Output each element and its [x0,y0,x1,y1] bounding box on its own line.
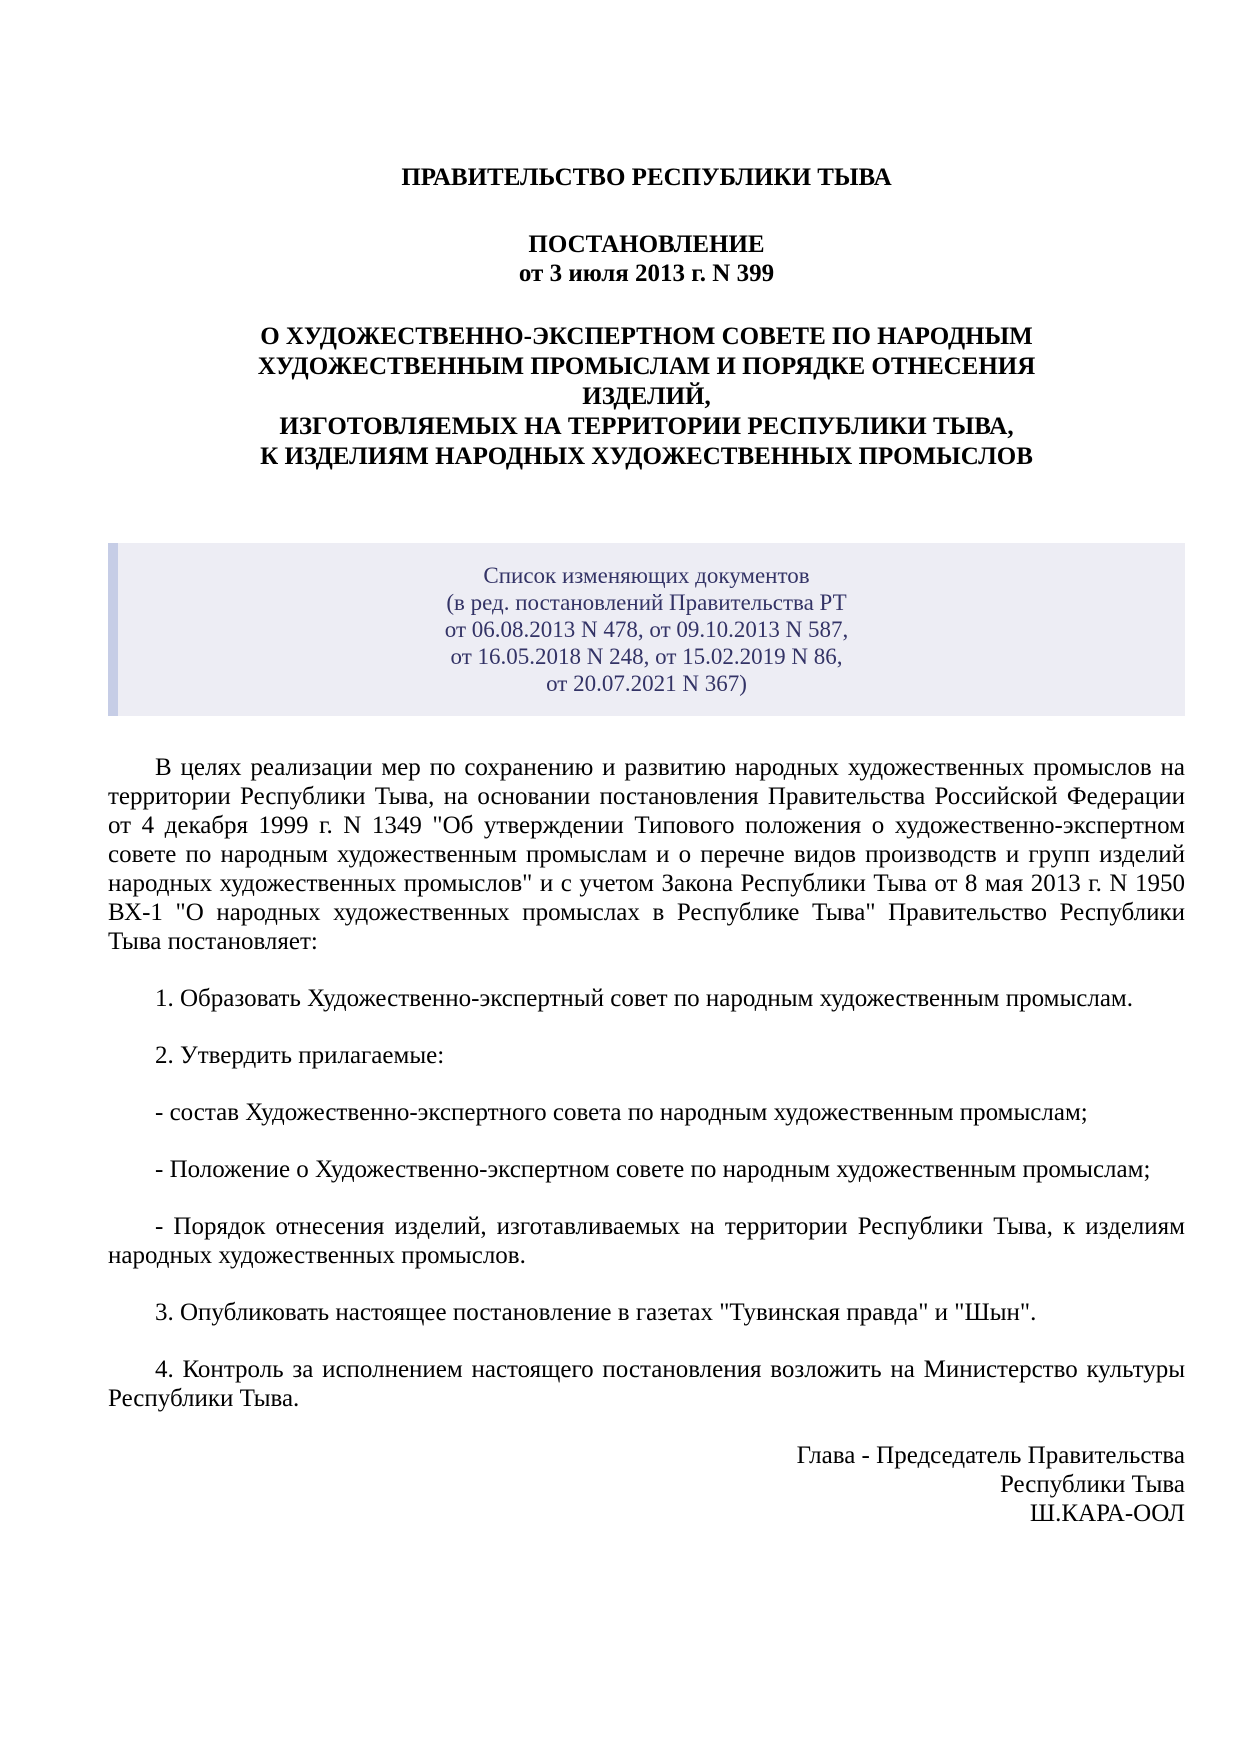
doc-type-heading: ПОСТАНОВЛЕНИЕ [528,231,765,258]
amendments-line: от 06.08.2013 N 478, от 09.10.2013 N 587, [444,617,849,642]
paragraph: 1. Образовать Художественно-экспертный совет по народным художественным промыслам. [155,985,1133,1012]
amendments-line: (в ред. постановлений Правительства РТ [446,590,847,615]
doc-date-number: от 3 июля 2013 г. N 399 [518,260,775,287]
paragraph: 3. Опубликовать настоящее постановление в газетах "Тувинская правда" и "Шын". [155,1299,1037,1326]
organization-heading: ПРАВИТЕЛЬСТВО РЕСПУБЛИКИ ТЫВА [401,164,892,191]
amendments-line: Список изменяющих документов [483,563,810,588]
signature-block [108,1441,1185,1528]
paragraph: - состав Художественно-экспертного совета по народным художественным промыслам; [155,1099,1088,1126]
document-title-line: ХУДОЖЕСТВЕННЫМ ПРОМЫСЛАМ И ПОРЯДКЕ ОТНЕСЕНИЯ [257,353,1036,380]
paragraph: 2. Утвердить прилагаемые: [155,1042,445,1069]
document-title-line: ИЗГОТОВЛЯЕМЫХ НА ТЕРРИТОРИИ РЕСПУБЛИКИ ТЫВА, [279,413,1014,440]
document-title [108,322,1185,472]
signature-line: Глава - Председатель Правительства [796,1442,1185,1469]
document-title-line: ИЗДЕЛИЙ, [582,383,711,410]
paragraph: 4. Контроль за исполнением настоящего постановления возложить на Министерство культуры Республики Тыва. [108,1356,1185,1412]
document-title-line: К ИЗДЕЛИЯМ НАРОДНЫХ ХУДОЖЕСТВЕННЫХ ПРОМЫСЛОВ [260,443,1033,470]
paragraph: - Положение о Художественно-экспертном совете по народным художественным промыслам; [155,1156,1151,1183]
amendments-line: от 16.05.2018 N 248, от 15.02.2019 N 86, [450,644,843,669]
paragraph: В целях реализации мер по сохранению и развитию народных художественных промыслов на территории Республики Тыва, на основании постановления Правительства Российской Федерации от 4 декабря 1999 г. N 1349 "Об утверждении Типового положения о художественно-экспертном совете по народным художественным промыслам и о перечне видов производств и групп изделий народных художественных промыслов" и с учетом Закона Республики Тыва от 8 мая 2013 г. N 1950 ВХ-1 "О народных художественных промыслах в Республике Тыва" Правительство Республики Тыва постановляет: [108,754,1185,955]
signature-line: Республики Тыва [999,1471,1185,1498]
signature-line: Ш.КАРА-ООЛ [1029,1500,1185,1527]
amendments-box [108,543,1185,716]
document-title-line: О ХУДОЖЕСТВЕННО-ЭКСПЕРТНОМ СОВЕТЕ ПО НАРОДНЫМ [260,323,1033,350]
paragraph: - Порядок отнесения изделий, изготавливаемых на территории Республики Тыва, к изделиям народных художественных промыслов. [108,1213,1185,1269]
amendments-line: от 20.07.2021 N 367) [546,671,747,696]
document-body [108,753,1185,1413]
